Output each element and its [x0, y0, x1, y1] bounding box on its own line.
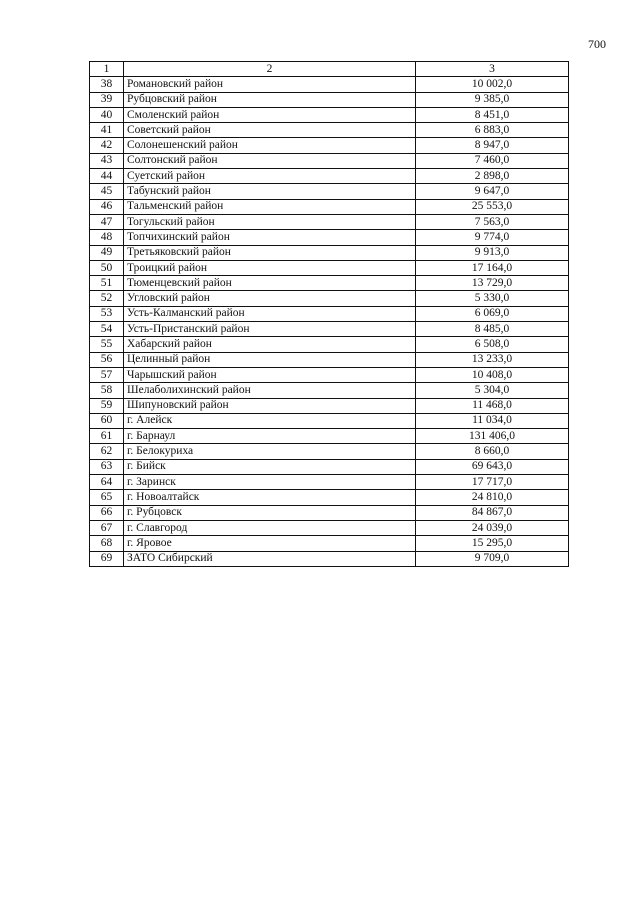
row-number-cell: 40: [90, 107, 124, 122]
row-number-cell: 63: [90, 459, 124, 474]
row-number-cell: 38: [90, 77, 124, 92]
row-name-cell: Советский район: [124, 123, 416, 138]
row-number-cell: 42: [90, 138, 124, 153]
column-header-value: 3: [416, 62, 569, 77]
table-row: [90, 505, 569, 520]
row-number-cell: 60: [90, 413, 124, 428]
row-name-cell: г. Заринск: [124, 475, 416, 490]
row-name-cell: г. Славгород: [124, 520, 416, 535]
row-number-cell: 50: [90, 260, 124, 275]
row-value-cell: 9 385,0: [416, 92, 569, 107]
table-row: [90, 383, 569, 398]
row-name-cell: Усть-Калманский район: [124, 306, 416, 321]
row-number-cell: 41: [90, 123, 124, 138]
row-number-cell: 57: [90, 367, 124, 382]
row-name-cell: г. Белокуриха: [124, 444, 416, 459]
row-value-cell: 2 898,0: [416, 169, 569, 184]
row-value-cell: 24 039,0: [416, 520, 569, 535]
row-value-cell: 8 485,0: [416, 322, 569, 337]
row-name-cell: Табунский район: [124, 184, 416, 199]
row-name-cell: Чарышский район: [124, 367, 416, 382]
row-number-cell: 58: [90, 383, 124, 398]
table-row: [90, 536, 569, 551]
row-name-cell: Тогульский район: [124, 214, 416, 229]
table-row: [90, 444, 569, 459]
row-value-cell: 13 729,0: [416, 276, 569, 291]
row-number-cell: 69: [90, 551, 124, 566]
table-row: [90, 123, 569, 138]
row-name-cell: Суетский район: [124, 169, 416, 184]
row-number-cell: 55: [90, 337, 124, 352]
row-number-cell: 39: [90, 92, 124, 107]
row-number-cell: 56: [90, 352, 124, 367]
row-value-cell: 10 408,0: [416, 367, 569, 382]
row-number-cell: 66: [90, 505, 124, 520]
row-value-cell: 9 709,0: [416, 551, 569, 566]
row-value-cell: 69 643,0: [416, 459, 569, 474]
row-value-cell: 15 295,0: [416, 536, 569, 551]
row-value-cell: 17 164,0: [416, 260, 569, 275]
row-value-cell: 84 867,0: [416, 505, 569, 520]
row-name-cell: г. Алейск: [124, 413, 416, 428]
column-header-name: 2: [124, 62, 416, 77]
table-row: [90, 429, 569, 444]
table-row: [90, 306, 569, 321]
row-name-cell: Целинный район: [124, 352, 416, 367]
table-row: [90, 184, 569, 199]
row-value-cell: 5 330,0: [416, 291, 569, 306]
table-row: [90, 92, 569, 107]
table-body: [90, 77, 569, 567]
row-name-cell: Усть-Пристанский район: [124, 322, 416, 337]
row-number-cell: 49: [90, 245, 124, 260]
table-row: [90, 153, 569, 168]
row-value-cell: 10 002,0: [416, 77, 569, 92]
row-value-cell: 7 460,0: [416, 153, 569, 168]
row-number-cell: 54: [90, 322, 124, 337]
row-number-cell: 59: [90, 398, 124, 413]
table-row: [90, 520, 569, 535]
row-number-cell: 64: [90, 475, 124, 490]
row-number-cell: 46: [90, 199, 124, 214]
row-number-cell: 45: [90, 184, 124, 199]
row-name-cell: Шелаболихинский район: [124, 383, 416, 398]
table-row: [90, 107, 569, 122]
row-value-cell: 8 451,0: [416, 107, 569, 122]
table-row: [90, 551, 569, 566]
row-value-cell: 9 647,0: [416, 184, 569, 199]
row-name-cell: Топчихинский район: [124, 230, 416, 245]
row-value-cell: 11 034,0: [416, 413, 569, 428]
row-number-cell: 65: [90, 490, 124, 505]
row-name-cell: Угловский район: [124, 291, 416, 306]
row-name-cell: Романовский район: [124, 77, 416, 92]
row-name-cell: г. Новоалтайск: [124, 490, 416, 505]
row-value-cell: 13 233,0: [416, 352, 569, 367]
row-value-cell: 9 913,0: [416, 245, 569, 260]
row-name-cell: г. Яровое: [124, 536, 416, 551]
row-name-cell: Третьяковский район: [124, 245, 416, 260]
row-name-cell: Троицкий район: [124, 260, 416, 275]
row-number-cell: 47: [90, 214, 124, 229]
table-row: [90, 475, 569, 490]
row-name-cell: Рубцовский район: [124, 92, 416, 107]
row-value-cell: 11 468,0: [416, 398, 569, 413]
row-value-cell: 6 069,0: [416, 306, 569, 321]
row-number-cell: 67: [90, 520, 124, 535]
row-number-cell: 51: [90, 276, 124, 291]
row-name-cell: Смоленский район: [124, 107, 416, 122]
row-number-cell: 68: [90, 536, 124, 551]
row-name-cell: Тальменский район: [124, 199, 416, 214]
row-name-cell: Шипуновский район: [124, 398, 416, 413]
table-row: [90, 490, 569, 505]
table-row: [90, 413, 569, 428]
row-value-cell: 24 810,0: [416, 490, 569, 505]
row-value-cell: 131 406,0: [416, 429, 569, 444]
row-number-cell: 44: [90, 169, 124, 184]
table-row: [90, 291, 569, 306]
table-row: [90, 260, 569, 275]
table-row: [90, 214, 569, 229]
table-row: [90, 276, 569, 291]
row-value-cell: 6 508,0: [416, 337, 569, 352]
row-value-cell: 6 883,0: [416, 123, 569, 138]
table-row: [90, 398, 569, 413]
row-number-cell: 53: [90, 306, 124, 321]
row-value-cell: 7 563,0: [416, 214, 569, 229]
row-name-cell: Солтонский район: [124, 153, 416, 168]
row-value-cell: 8 660,0: [416, 444, 569, 459]
table-row: [90, 77, 569, 92]
page-number: 700: [588, 37, 606, 51]
row-name-cell: Тюменцевский район: [124, 276, 416, 291]
table-row: [90, 245, 569, 260]
table-row: [90, 337, 569, 352]
row-name-cell: г. Рубцовск: [124, 505, 416, 520]
table-row: [90, 352, 569, 367]
data-table: [89, 61, 569, 567]
row-value-cell: 5 304,0: [416, 383, 569, 398]
row-name-cell: Солонешенский район: [124, 138, 416, 153]
table-row: [90, 230, 569, 245]
table-row: [90, 199, 569, 214]
row-number-cell: 52: [90, 291, 124, 306]
row-name-cell: ЗАТО Сибирский: [124, 551, 416, 566]
row-name-cell: г. Барнаул: [124, 429, 416, 444]
row-number-cell: 43: [90, 153, 124, 168]
row-value-cell: 25 553,0: [416, 199, 569, 214]
row-number-cell: 61: [90, 429, 124, 444]
table-row: [90, 459, 569, 474]
row-number-cell: 62: [90, 444, 124, 459]
row-value-cell: 8 947,0: [416, 138, 569, 153]
row-name-cell: г. Бийск: [124, 459, 416, 474]
table-row: [90, 322, 569, 337]
table-row: [90, 367, 569, 382]
row-value-cell: 17 717,0: [416, 475, 569, 490]
row-value-cell: 9 774,0: [416, 230, 569, 245]
table-row: [90, 138, 569, 153]
table-header-row: [90, 62, 569, 77]
row-name-cell: Хабарский район: [124, 337, 416, 352]
row-number-cell: 48: [90, 230, 124, 245]
table-row: [90, 169, 569, 184]
column-header-number: 1: [90, 62, 124, 77]
